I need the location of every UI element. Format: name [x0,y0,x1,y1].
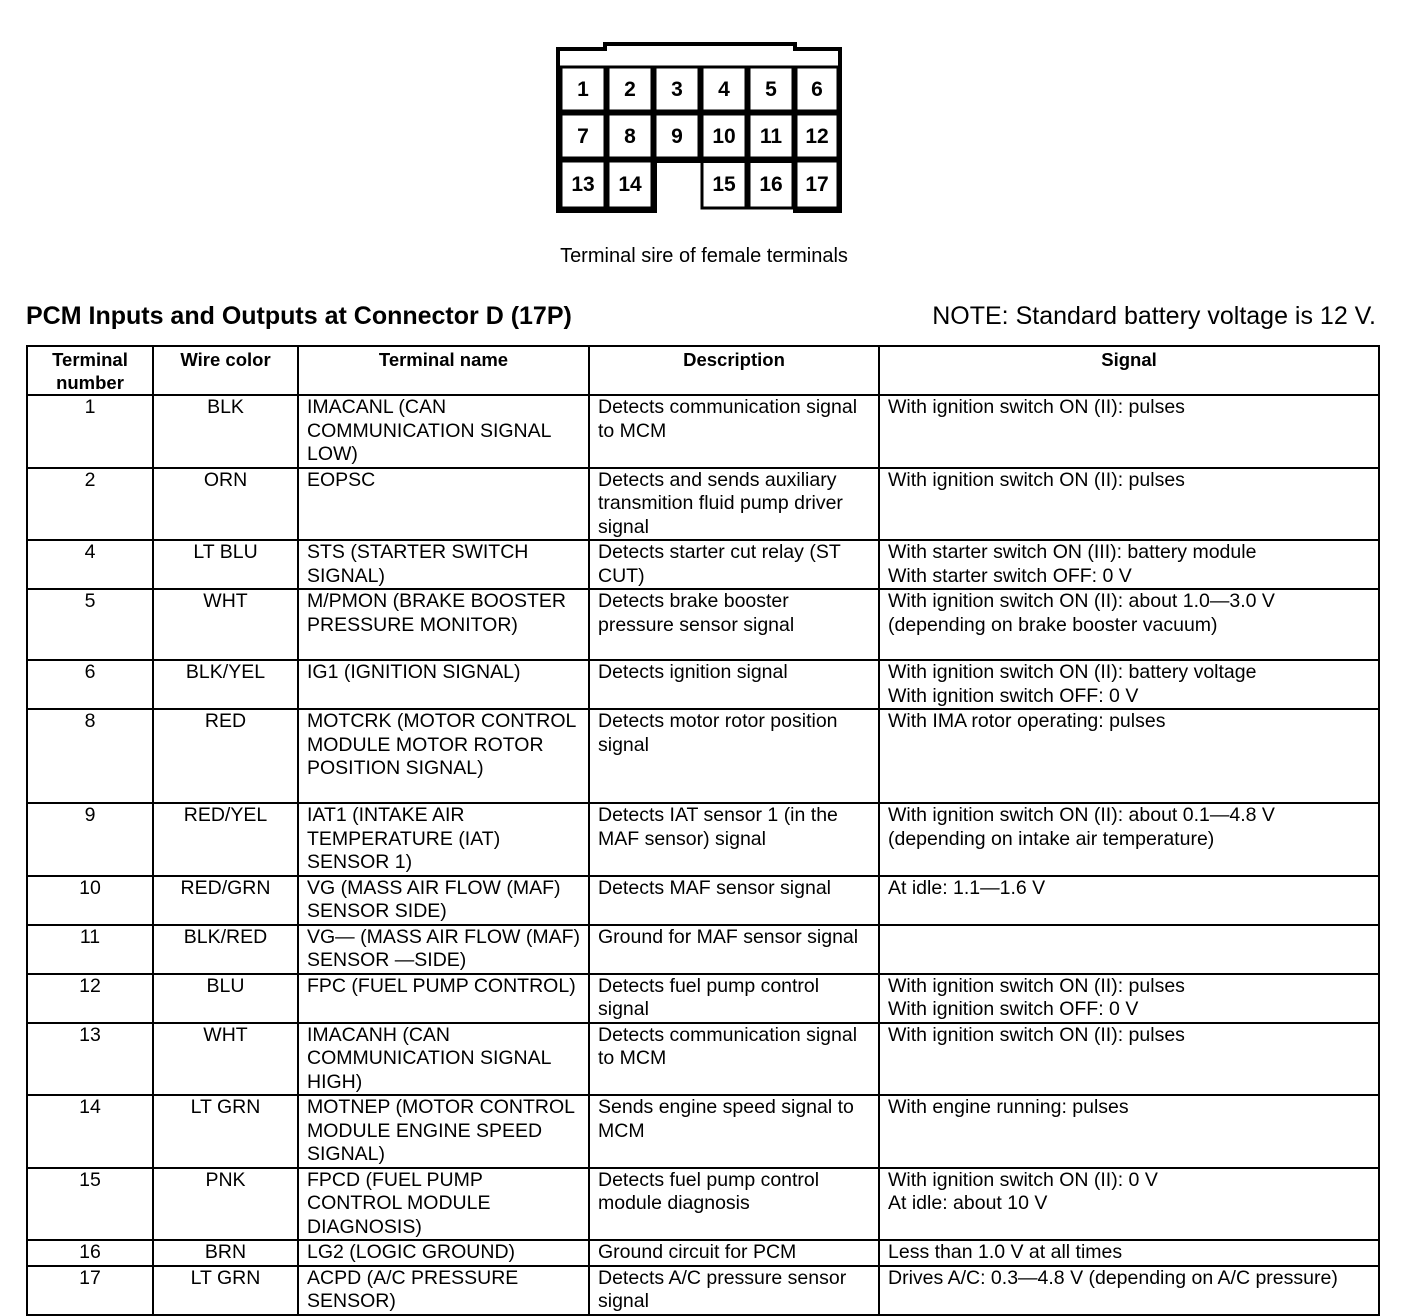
wire-color-cell: RED/YEL [153,803,298,876]
description-cell: Detects communication signal to MCM [589,395,879,468]
wire-color-cell: RED/GRN [153,876,298,925]
wire-color-cell: BLK [153,395,298,468]
signal-cell [879,468,1379,541]
header-signal: Signal [879,346,1379,395]
description-cell: Detects brake booster pressure sensor signal [589,589,879,660]
terminal-number-cell: 8 [27,709,153,803]
signal-cell [879,540,1379,589]
description-cell: Detects IAT sensor 1 (in the MAF sensor) signal [589,803,879,876]
terminal-number-cell: 4 [27,540,153,589]
wire-color-cell: PNK [153,1168,298,1241]
table-row [27,468,1379,541]
terminal-label: 5 [765,78,777,101]
wire-color-cell: LT GRN [153,1266,298,1315]
signal-line: With ignition switch ON (II): pulses [888,396,1185,418]
terminal-label: 1 [577,78,589,101]
signal-line: With ignition switch ON (II): about 0.1—4.8 V [888,804,1275,826]
header-terminal-name: Terminal name [298,346,589,395]
terminal-label: 2 [624,78,636,101]
description-cell: Sends engine speed signal to MCM [589,1095,879,1168]
signal-line: With engine running: pulses [888,1096,1129,1118]
terminal-number-cell: 10 [27,876,153,925]
table-row [27,709,1379,803]
signal-line: With ignition switch ON (II): pulses [888,1023,1185,1046]
signal-line: Drives A/C: 0.3—4.8 V (depending on A/C pressure) [888,1266,1338,1289]
terminal-name-cell: VG— (MASS AIR FLOW (MAF) SENSOR —SIDE) [298,925,589,974]
table-row [27,925,1379,974]
terminal-label: 10 [712,125,736,148]
terminal-number-cell: 13 [27,1023,153,1096]
terminal-number-cell: 12 [27,974,153,1023]
signal-line: (depending on brake booster vacuum) [888,613,1218,636]
wire-color-cell: ORN [153,468,298,541]
table-row [27,1023,1379,1096]
terminal-name-cell: IMACANH (CAN COMMUNICATION SIGNAL HIGH) [298,1023,589,1096]
description-cell: Detects starter cut relay (ST CUT) [589,540,879,589]
terminal-number-cell: 15 [27,1168,153,1241]
description-cell: Detects motor rotor position signal [589,709,879,803]
header-description: Description [589,346,879,395]
table-row [27,395,1379,468]
table-row [27,803,1379,876]
terminal-name-cell: STS (STARTER SWITCH SIGNAL) [298,540,589,589]
signal-line: At idle: about 10 V [888,1192,1048,1214]
terminal-name-cell: FPC (FUEL PUMP CONTROL) [298,974,589,1023]
terminal-number-cell: 11 [27,925,153,974]
description-cell: Detects ignition signal [589,660,879,709]
table-row [27,1240,1379,1266]
terminal-number-cell: 6 [27,660,153,709]
terminal-number-cell: 14 [27,1095,153,1168]
signal-line: With ignition switch ON (II): 0 V [888,1168,1158,1191]
signal-line: With ignition switch ON (II): about 1.0—3.0 V [888,590,1275,612]
wire-color-cell: BLK/YEL [153,660,298,709]
signal-cell [879,1266,1379,1315]
wire-color-cell: WHT [153,1023,298,1096]
header-terminal-number: Terminal number [27,346,153,395]
signal-cell [879,876,1379,925]
terminal-name-cell: ACPD (A/C PRESSURE SENSOR) [298,1266,589,1315]
signal-cell [879,395,1379,468]
signal-line: At idle: 1.1—1.6 V [888,876,1046,899]
terminal-label: 14 [618,173,642,196]
terminal-name-cell: VG (MASS AIR FLOW (MAF) SENSOR SIDE) [298,876,589,925]
pinout-table [26,345,1380,1316]
description-cell: Detects and sends auxiliary transmition fluid pump driver signal [589,468,879,541]
signal-line: With IMA rotor operating: pulses [888,710,1166,732]
wire-color-cell: LT BLU [153,540,298,589]
terminal-label: 9 [671,125,683,148]
terminal-number-cell: 1 [27,395,153,468]
terminal-name-cell: IG1 (IGNITION SIGNAL) [298,660,589,709]
connector-diagram [0,0,1408,240]
signal-cell [879,925,1379,974]
description-cell: Detects MAF sensor signal [589,876,879,925]
terminal-number-cell: 16 [27,1240,153,1266]
signal-cell [879,803,1379,876]
wire-color-cell: BRN [153,1240,298,1266]
signal-cell [879,589,1379,660]
signal-line: With ignition switch ON (II): pulses [888,974,1185,997]
terminal-label: 3 [671,78,683,101]
signal-cell [879,1095,1379,1168]
terminal-label: 4 [718,78,730,101]
terminal-number-cell: 9 [27,803,153,876]
connector-caption: Terminal sire of female terminals [560,245,848,267]
terminal-name-cell: MOTNEP (MOTOR CONTROL MODULE ENGINE SPEED SIGNAL) [298,1095,589,1168]
header-row [27,346,1379,395]
signal-line: With ignition switch ON (II): pulses [888,468,1185,491]
terminal-label: 13 [571,173,595,196]
wire-color-cell: BLU [153,974,298,1023]
terminal-number-cell: 5 [27,589,153,660]
terminal-label: 12 [805,125,829,148]
wire-color-cell: WHT [153,589,298,660]
terminal-label: 6 [811,78,823,101]
terminal-name-cell: IAT1 (INTAKE AIR TEMPERATURE (IAT) SENSOR 1) [298,803,589,876]
table-row [27,974,1379,1023]
description-cell: Detects A/C pressure sensor signal [589,1266,879,1315]
signal-line: With ignition switch OFF: 0 V [888,684,1139,707]
terminal-name-cell: IMACANL (CAN COMMUNICATION SIGNAL LOW) [298,395,589,468]
signal-line: With starter switch OFF: 0 V [888,564,1132,587]
terminal-name-cell: MOTCRK (MOTOR CONTROL MODULE MOTOR ROTOR POSITION SIGNAL) [298,709,589,803]
table-row [27,1168,1379,1241]
terminal-number-cell: 2 [27,468,153,541]
terminal-label: 17 [805,173,829,196]
terminal-label: 8 [624,125,636,148]
table-row [27,1095,1379,1168]
table-row [27,876,1379,925]
header-wire-color: Wire color [153,346,298,395]
table-row [27,660,1379,709]
signal-line: Less than 1.0 V at all times [888,1241,1123,1263]
signal-cell [879,1240,1379,1266]
wire-color-cell: RED [153,709,298,803]
description-cell: Detects fuel pump control signal [589,974,879,1023]
signal-line: With starter switch ON (III): battery module [888,541,1257,563]
battery-note: NOTE: Standard battery voltage is 12 V. [932,302,1376,330]
signal-cell [879,1023,1379,1096]
wire-color-cell: BLK/RED [153,925,298,974]
terminal-label: 7 [577,125,589,148]
wire-color-cell: LT GRN [153,1095,298,1168]
signal-cell [879,709,1379,803]
section-title: PCM Inputs and Outputs at Connector D (17P) [26,302,572,330]
description-cell: Ground for MAF sensor signal [589,925,879,974]
table-row [27,1266,1379,1315]
signal-line: With ignition switch OFF: 0 V [888,998,1139,1020]
description-cell: Detects communication signal to MCM [589,1023,879,1096]
table-row [27,540,1379,589]
description-cell: Ground circuit for PCM [589,1240,879,1266]
terminal-number-cell: 17 [27,1266,153,1315]
table-row [27,589,1379,660]
signal-line: (depending on intake air temperature) [888,827,1215,850]
signal-cell [879,974,1379,1023]
description-cell: Detects fuel pump control module diagnosis [589,1168,879,1241]
terminal-label: 11 [759,125,783,148]
terminal-name-cell: M/PMON (BRAKE BOOSTER PRESSURE MONITOR) [298,589,589,660]
terminal-label: 16 [759,173,783,196]
signal-cell [879,1168,1379,1241]
terminal-label: 15 [712,173,736,196]
signal-cell [879,660,1379,709]
signal-line: With ignition switch ON (II): battery voltage [888,661,1257,683]
terminal-name-cell: FPCD (FUEL PUMP CONTROL MODULE DIAGNOSIS) [298,1168,589,1241]
terminal-name-cell: LG2 (LOGIC GROUND) [298,1240,589,1266]
terminal-name-cell: EOPSC [298,468,589,541]
